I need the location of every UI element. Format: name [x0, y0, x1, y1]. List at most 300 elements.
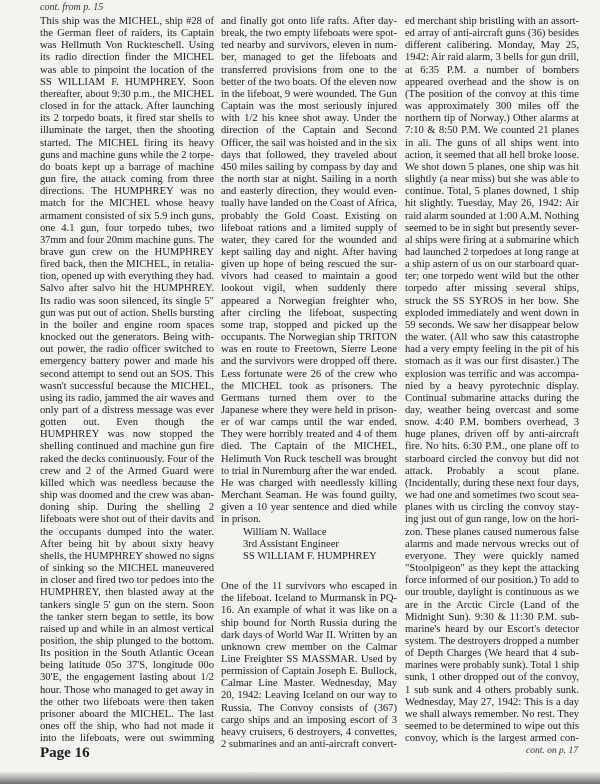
line-text: and easterly direction, they would even- — [221, 186, 397, 198]
line-text: permission of Captain Joseph E. Bullock, — [221, 666, 397, 678]
line-text: we shall always remember. No rest. They — [405, 708, 579, 720]
line-text: had launched 2 torpedoes at long range at — [405, 246, 579, 258]
text-line — [405, 685, 579, 697]
line-text: everyone. They were quickly named — [405, 550, 579, 562]
line-text: of sinking so the MICHEL maneuvered — [40, 563, 214, 575]
text-line — [40, 429, 214, 441]
line-text: wasn't successful because the MICHEL, — [40, 380, 214, 392]
line-text: probably the Gold Coast. Existing on — [221, 210, 397, 222]
line-text: Calmar Line Master. Wednesday, May — [221, 678, 397, 690]
line-text: transferred provisions from one to the — [221, 64, 397, 76]
line-text: better of the two boats. Of the eleven now — [221, 76, 397, 88]
line-text: tion, opened up with everything they had. — [40, 271, 214, 283]
line-text: tually have landed on the Coast of Africa, — [221, 198, 397, 210]
line-text: the MICHEL took as prisoners. The — [221, 380, 397, 392]
line-text: started. The MICHEL firing its heavy — [40, 137, 214, 149]
line-text: system. The destroyers dropped a number — [405, 635, 579, 647]
text-line — [405, 332, 579, 344]
line-text: Japanese where they were held in prison- — [221, 405, 397, 416]
text-line — [221, 381, 397, 393]
line-text: ship bound for North Russia during the — [221, 617, 397, 629]
continued-on-note: cont. on p. 17 — [526, 746, 578, 756]
text-line — [221, 393, 397, 405]
text-line — [405, 52, 579, 64]
line-text: Less fortunate were 26 of the crew who — [221, 368, 397, 380]
text-line — [40, 247, 214, 259]
line-text: do boats kept up a barrage of machine — [40, 161, 214, 173]
line-text: direction of the Captain and Second — [221, 125, 397, 137]
second-article — [221, 581, 397, 751]
line-text: Wednesday, May 27, 1942: This is a day — [405, 696, 579, 708]
text-line — [221, 581, 397, 593]
text-line — [221, 296, 397, 308]
line-text: al ships were firing at a submarine which — [405, 234, 579, 246]
text-line — [221, 369, 397, 381]
line-text: knocked out the generators. Being with- — [40, 332, 214, 344]
line-text: ter; one torpedo went wild but the other — [405, 271, 579, 283]
line-text: kept sailing day and night. After having — [221, 246, 397, 258]
line-text: occupants. The Norwegian ship TRITON — [221, 332, 397, 344]
text-line — [405, 441, 579, 453]
text-line — [405, 125, 579, 137]
text-line — [40, 223, 214, 235]
text-line — [221, 223, 397, 235]
line-text: in closer and fired two tor pedoes into the — [40, 575, 214, 587]
text-line — [405, 429, 579, 441]
line-text: emergency battery power and made his — [40, 356, 214, 368]
text-line — [405, 174, 579, 186]
line-text: break, the two empty lifeboats were spot- — [221, 28, 397, 40]
text-line — [221, 344, 397, 356]
text-line — [221, 40, 397, 52]
text-line — [221, 417, 397, 429]
line-text: our trouble, daylight is continuous as we — [405, 587, 579, 599]
continued-from-note: cont. from p. 15 — [40, 2, 104, 13]
text-line — [40, 174, 214, 186]
text-line — [405, 320, 579, 332]
text-line — [405, 490, 579, 502]
text-line — [40, 490, 214, 502]
text-line — [221, 162, 397, 174]
line-text: the other two lifeboats were then taken — [40, 696, 214, 708]
text-line — [40, 125, 214, 137]
text-line — [405, 16, 579, 28]
text-line — [405, 624, 579, 636]
text-line — [40, 405, 214, 417]
text-line — [40, 356, 214, 368]
text-line — [221, 405, 397, 417]
text-line — [405, 356, 579, 368]
text-line — [405, 223, 579, 235]
line-text: the lifeboat. Iceland to Murmansk in PQ- — [221, 593, 397, 605]
text-line — [221, 654, 397, 666]
line-text: guns and machine guns while the 2 torpe- — [40, 149, 214, 161]
line-text: seemed to be in sight but presently sever- — [405, 222, 579, 234]
column-3 — [405, 16, 579, 745]
text-line — [405, 247, 579, 259]
column-1 — [40, 16, 214, 745]
line-text: raised up and while in an almost vertical — [40, 623, 214, 635]
line-text: continue. Total, 5 planes downed, 1 ship — [405, 186, 579, 198]
text-line — [405, 271, 579, 283]
line-text: snow. 4:40 P.M. bombers overhead, 3 — [405, 417, 579, 429]
text-line — [40, 101, 214, 113]
line-text: huge planes, driven off by anti-aircraft — [405, 429, 579, 441]
line-text: ber, managed to get the lifeboats and — [221, 52, 397, 64]
line-text: fired back, then the MICHEL, in retalia- — [40, 259, 214, 271]
line-text: gun fire, the attack coming from three — [40, 174, 214, 186]
line-text: Merchant Seaman. He was found guilty, — [221, 490, 397, 502]
signature-ship: SS WILLIAM F. HUMPHREY — [243, 550, 377, 562]
line-text: some trap, stopped and picked up the — [221, 319, 397, 331]
line-text: Germans turned them over to the — [221, 392, 397, 404]
text-line — [221, 113, 397, 125]
text-line — [405, 308, 579, 320]
text-line — [40, 40, 214, 52]
text-line — [40, 381, 214, 393]
text-line — [405, 454, 579, 466]
text-line — [405, 636, 579, 648]
text-line — [405, 283, 579, 295]
line-text: ship was doomed and the crew was aban- — [40, 490, 214, 502]
line-text: ed array of anti-aircraft guns (36) besides — [405, 28, 579, 40]
text-line — [221, 478, 397, 490]
line-text: given a 10 year sentence and died while — [221, 502, 397, 514]
text-line — [40, 685, 214, 697]
text-line — [40, 211, 214, 223]
line-text: given up hope of being rescued the sur- — [221, 259, 397, 271]
text-line — [221, 186, 397, 198]
text-line — [221, 235, 397, 247]
line-text: illuminate the target, then the shooting — [40, 125, 214, 137]
line-text: Continual submarine attacks during the — [405, 392, 579, 404]
line-text: appeared a Norwegian freighter who, — [221, 295, 397, 307]
line-text: 2 submarines and an anti-aircraft convert- — [221, 739, 397, 751]
line-text: prisoner aboard the MICHEL. The last — [40, 708, 214, 720]
text-line — [221, 247, 397, 259]
line-text: to trial in Nuremburg after the war ended. — [221, 465, 397, 477]
text-line — [405, 393, 579, 405]
line-text: (Incidentally, during these next four days, — [405, 477, 579, 489]
text-line — [405, 77, 579, 89]
line-text: convoy, which is the largest armed con- — [405, 733, 579, 745]
page-number: Page 16 — [40, 745, 90, 761]
line-text: unknown crew member on the Calmar — [221, 641, 397, 653]
line-text: seemed to be determined to wipe out this — [405, 721, 579, 733]
line-text: position, the ship plunged to the bottom. — [40, 635, 214, 647]
text-line — [405, 344, 579, 356]
line-text: being latitude 05o 37'S, longitude 00o — [40, 660, 214, 672]
text-line — [40, 77, 214, 89]
line-text: Captain was the most seriously injured — [221, 101, 397, 113]
line-text: into the lifeboats, were out swimming — [40, 733, 214, 745]
text-line — [405, 405, 579, 417]
text-line — [221, 630, 397, 642]
text-line — [405, 101, 579, 113]
line-text: the tanker stern began to settle, its bow — [40, 611, 214, 623]
text-line — [405, 150, 579, 162]
line-text: the occupants dumped into the water. — [40, 526, 214, 538]
line-text: action, it seemed that all hell broke loose. — [405, 149, 579, 161]
line-text: 7:10 & 8:50 P.M. We counted 21 planes — [405, 125, 579, 137]
text-line — [221, 283, 397, 295]
text-line — [405, 211, 579, 223]
text-line — [221, 320, 397, 332]
line-text: died. The Captain of the MICHEL, — [221, 441, 397, 453]
line-text: 16. An example of what it was like on a — [221, 605, 397, 617]
line-text: armament consisted of six 5.9 inch guns, — [40, 210, 214, 222]
line-text: 59 seconds. We saw her disappear below — [405, 319, 579, 331]
line-text: the water. (All who saw this catastrophe — [405, 332, 579, 344]
text-line — [405, 296, 579, 308]
text-line — [221, 77, 397, 89]
text-line — [40, 733, 214, 745]
text-line — [221, 703, 397, 715]
line-text: Line Freighter SS MASSMAR. Used by — [221, 653, 397, 665]
line-text: 37mm and four 20mm machine guns. The — [40, 234, 214, 246]
text-line — [221, 666, 397, 678]
text-line — [40, 709, 214, 721]
text-line — [40, 539, 214, 551]
line-text: ones off the ship, who had not made it — [40, 721, 214, 733]
text-line — [405, 514, 579, 526]
line-text: One of the 11 survivors who escaped in — [221, 581, 397, 593]
line-text: lookout vigil, when suddenly there — [221, 283, 397, 295]
line-text: was Hellmuth Von Ruckteschell. Using — [40, 40, 214, 52]
text-line — [405, 417, 579, 429]
text-line — [221, 454, 397, 466]
line-text: Russia. The Convoy consists of (367) — [221, 702, 397, 714]
line-text: with 1/2 his knee shot away. Under the — [221, 113, 397, 125]
text-line — [221, 502, 397, 514]
text-line — [221, 332, 397, 344]
line-text: HUMPHREY, then blasted away at the — [40, 587, 214, 599]
text-line — [405, 28, 579, 40]
line-text: its radio direction finder the MICHEL — [40, 52, 214, 64]
text-line — [40, 721, 214, 733]
line-text: Officer, the sail was hoisted and in the six — [221, 137, 397, 149]
text-line — [221, 16, 397, 28]
text-line — [40, 478, 214, 490]
text-line — [221, 690, 397, 702]
line-text: raid alarm sounded at 1:00 A.M. Nothing — [405, 210, 579, 222]
line-text: raked the decks continuously. Four of the — [40, 453, 214, 465]
text-line — [221, 715, 397, 727]
line-text: SS WILLIAM F. HUMPHREY. Soon — [40, 76, 214, 88]
text-line — [221, 605, 397, 617]
text-line — [405, 369, 579, 381]
line-text: 450 miles sailing by compass by day and — [221, 161, 397, 173]
line-text: was en route to Freetown, Sierre Leone — [221, 344, 397, 356]
text-line — [40, 283, 214, 295]
text-line — [221, 642, 397, 654]
line-text: lifeboats were shot out of their davits and — [40, 514, 214, 526]
text-line — [40, 660, 214, 672]
line-text: ed merchant ship bristling with an assort- — [405, 16, 579, 27]
article-continuation — [221, 16, 397, 527]
text-line — [40, 441, 214, 453]
text-line — [40, 648, 214, 660]
text-line — [405, 733, 579, 745]
text-line — [405, 709, 579, 721]
line-text: shelling continued and machine gun fire — [40, 441, 214, 453]
line-text: Its radio was soon silenced, its single 5" — [40, 295, 214, 307]
line-text: 20, 1942: Leaving Iceland on our way to — [221, 690, 397, 702]
text-line — [40, 308, 214, 320]
text-line — [40, 344, 214, 356]
text-line — [221, 198, 397, 210]
line-text: crew and 2 of the Armed Guard were — [40, 465, 214, 477]
text-line — [221, 466, 397, 478]
text-line — [40, 514, 214, 526]
text-line — [405, 89, 579, 101]
text-line — [221, 138, 397, 150]
line-text: He was charged with needlessly killing — [221, 477, 397, 489]
text-line — [221, 125, 397, 137]
line-text: er of war camps until the war ended. — [221, 417, 397, 429]
text-line — [405, 381, 579, 393]
text-line — [405, 186, 579, 198]
text-line — [40, 672, 214, 684]
text-line — [405, 563, 579, 575]
line-text: closed in for the attack. After launching — [40, 101, 214, 113]
line-text: gun was put out of action. Shells bursting — [40, 307, 214, 319]
text-line — [221, 429, 397, 441]
text-line — [405, 235, 579, 247]
line-text: gotten out. Even though the — [40, 417, 214, 429]
text-line — [40, 271, 214, 283]
text-line — [221, 28, 397, 40]
text-line — [40, 697, 214, 709]
text-line — [40, 417, 214, 429]
line-text: Helimuth Von Ruck teschell was brought — [221, 453, 397, 465]
line-text: in ali. The guns of all ships went into — [405, 137, 579, 149]
line-text: nied by a heavy pyrotechnic display. — [405, 380, 579, 392]
text-line — [221, 727, 397, 739]
line-text: days that followed, they traveled about — [221, 149, 397, 161]
line-text: water, they cared for the wounded and — [221, 234, 397, 246]
line-text: (The position of the convoy at this time — [405, 88, 579, 100]
text-line — [221, 618, 397, 630]
text-line — [40, 186, 214, 198]
line-text: its 2 torpedo boats, it fired star shells to — [40, 113, 214, 125]
line-text: ing just out of gun range, low on the hori- — [405, 514, 579, 526]
text-line — [40, 600, 214, 612]
text-line — [40, 198, 214, 210]
text-line — [405, 527, 579, 539]
text-line — [405, 198, 579, 210]
line-text: doning ship. During the shelling 2 — [40, 502, 214, 514]
line-text: fire. No hits. 6:30 P.M., one plane off to — [405, 441, 579, 453]
text-line — [221, 490, 397, 502]
line-text: ted nearby and survivors, eleven in num- — [221, 40, 397, 52]
column-2 — [221, 16, 397, 751]
line-text: directions. The HUMPHREY was no — [40, 186, 214, 198]
text-line — [405, 600, 579, 612]
line-text: lifeboat rations and a limited supply of — [221, 222, 397, 234]
text-line — [221, 174, 397, 186]
text-line — [40, 28, 214, 40]
line-text: different calibering. Monday, May 25, — [405, 40, 579, 52]
text-line — [40, 624, 214, 636]
line-text: brave gun crew on the HUMPHREY — [40, 246, 214, 258]
line-text: exploded immediately and went down in — [405, 307, 579, 319]
text-line — [221, 52, 397, 64]
text-line — [405, 113, 579, 125]
text-line — [221, 271, 397, 283]
line-text: and the survivors were dropped off there. — [221, 356, 397, 368]
text-line — [40, 320, 214, 332]
text-line — [221, 593, 397, 605]
line-text: in the lifeboat, 9 were wounded. The Gun — [221, 88, 397, 100]
text-line — [40, 259, 214, 271]
line-text: zon. These planes caused numerous false — [405, 526, 579, 538]
line-text: marines were probably sunk). Total 1 ship — [405, 660, 579, 672]
text-line — [221, 259, 397, 271]
line-text: Midnight Sun). 9:30 & 11:30 P.M. sub- — [405, 611, 579, 623]
line-text: using its radio, jammed the air waves and — [40, 392, 214, 404]
line-text: the German fleet of raiders, its Captain — [40, 28, 214, 40]
text-line — [221, 678, 397, 690]
line-text: They were horribly treated and 4 of them — [221, 429, 397, 441]
text-line — [40, 65, 214, 77]
line-text: northern tip of Norway.) Other alarms at — [405, 113, 579, 125]
line-text: 1942: Air raid alarm, 3 bells for gun drill, — [405, 52, 579, 64]
text-line — [40, 16, 214, 28]
text-line — [405, 40, 579, 52]
text-line — [40, 612, 214, 624]
text-line — [40, 113, 214, 125]
line-text: shells, the HUMPHREY showed no signs — [40, 550, 214, 562]
line-text: are in the Arctic Circle (Land of the — [405, 599, 579, 611]
line-text: in the boiler and engine room spaces — [40, 319, 214, 331]
text-line — [40, 332, 214, 344]
text-line — [40, 235, 214, 247]
line-text: after circling the lifeboat, suspecting — [221, 307, 397, 319]
line-text: and finally got onto life rafts. After day- — [221, 16, 397, 27]
line-text: 1 sub sunk and 4 others probably sunk. — [405, 684, 579, 696]
line-text: day, weather being overcast and some — [405, 405, 579, 416]
text-line — [221, 441, 397, 453]
text-line — [221, 150, 397, 162]
text-line — [40, 575, 214, 587]
line-text: was able to pinpoint the location of the — [40, 64, 214, 76]
line-text: slightly (a near miss) but she was able to — [405, 174, 579, 186]
line-text: was approximately 300 miles off the — [405, 101, 579, 113]
line-text: a ship astern of us on our starboard quar- — [405, 259, 579, 271]
line-text: second attempt to send out an SOS. This — [40, 368, 214, 380]
text-line — [405, 648, 579, 660]
text-line — [40, 369, 214, 381]
line-text: one 4.1 gun, four torpedo tubes, two — [40, 222, 214, 234]
line-text: force informed of our position.) To add to — [405, 575, 579, 587]
text-line — [221, 308, 397, 320]
line-text: thereafter, about 9:30 p.m., the MICHEL — [40, 88, 214, 100]
line-text: stomach as it was our first disaster.) The — [405, 356, 579, 368]
text-line — [40, 587, 214, 599]
text-line — [40, 150, 214, 162]
text-line — [40, 502, 214, 514]
text-line — [405, 478, 579, 490]
signature-name: William N. Wallace — [243, 526, 327, 538]
text-line — [405, 721, 579, 733]
text-line — [405, 612, 579, 624]
text-line — [405, 466, 579, 478]
line-text: marine's heard by our Escort's detector — [405, 623, 579, 635]
line-text: hour. Those who managed to get away in — [40, 684, 214, 696]
text-line — [40, 89, 214, 101]
text-line — [40, 296, 214, 308]
